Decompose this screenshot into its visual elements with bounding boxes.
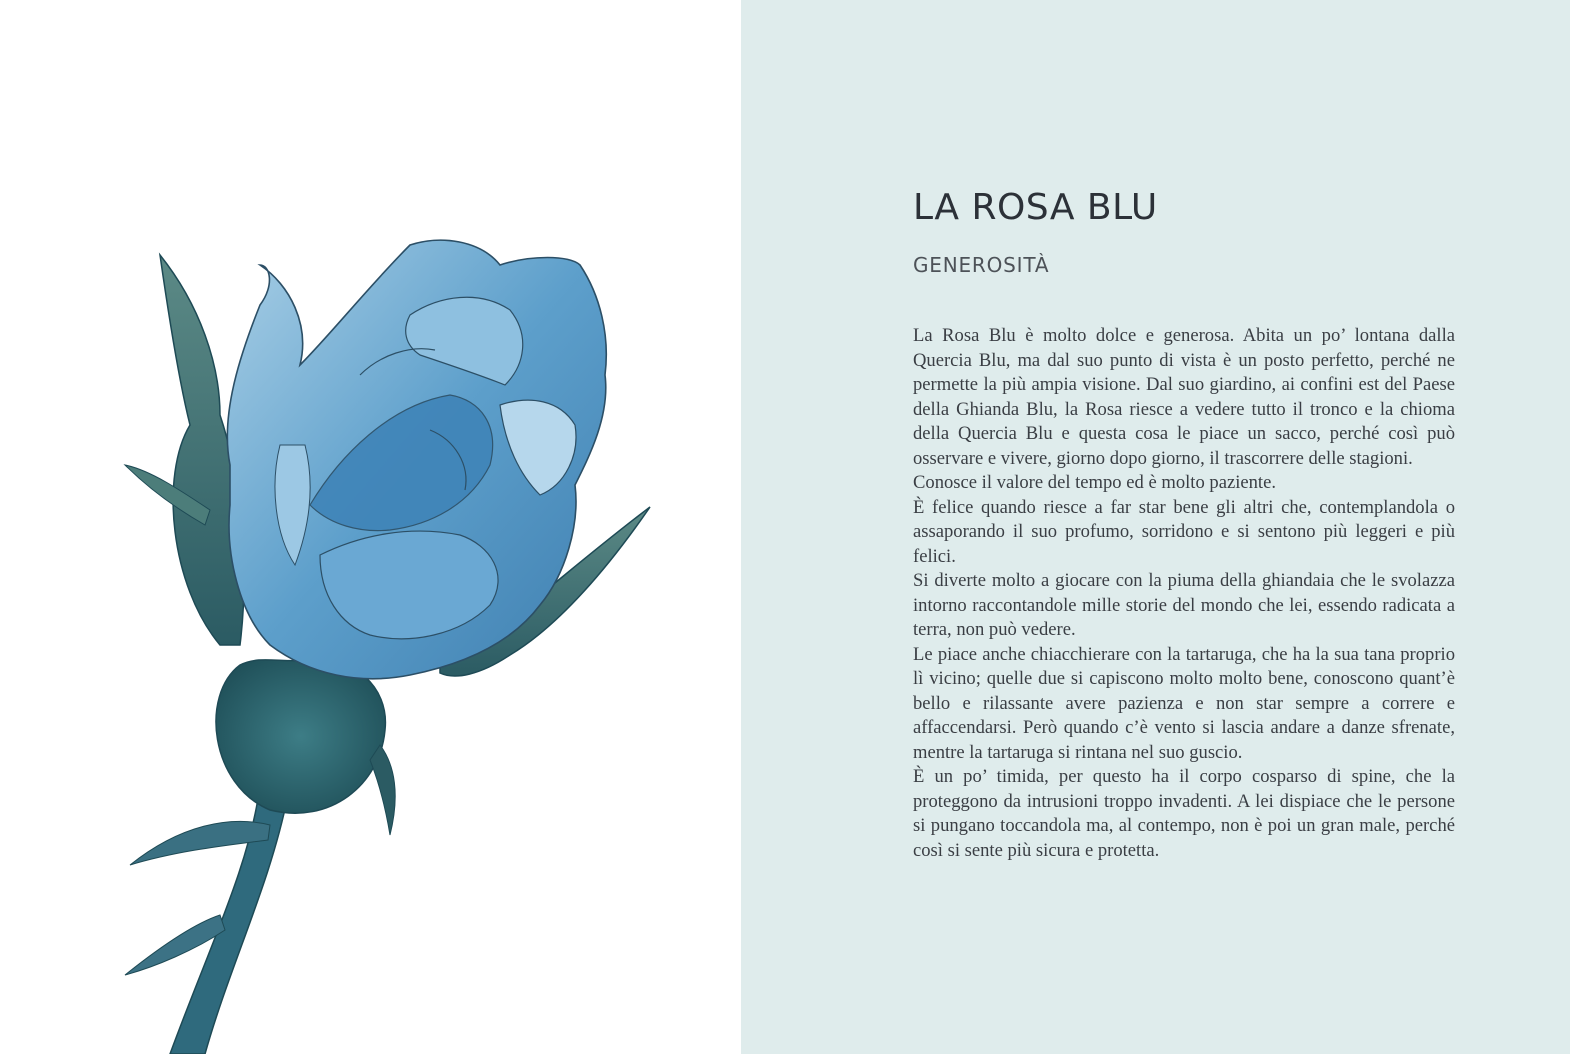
paragraph: Conosce il valore del tempo ed è molto paziente. [913, 472, 1276, 493]
paragraph: Le piace anche chiacchierare con la tartaruga, che ha la sua tana proprio lì vicino; quelle due si capiscono molto molto bene, conoscono quant’è bello e rilassante avere pazienza e non star sempre a correre e affaccendarsi. Però quando c’è vento si lascia andare a danze sfrenate, mentre la tartaruga si rintana nel suo guscio. [913, 643, 1455, 763]
page-title: LA ROSA BLU [913, 187, 1158, 228]
paragraph: La Rosa Blu è molto dolce e generosa. Abita un po’ lontana dalla Quercia Blu, ma dal suo punto di vista è un posto perfetto, perché ne permette la più ampia visione. Dal suo giardino, ai confini est del Paese della Ghianda Blu, la Rosa riesce a vedere tutto il tronco e la chioma della Quercia Blu e questa cosa le piace un sacco, perché così può osservare e vivere, giorno dopo giorno, il trascorrere delle stagioni. [913, 325, 1455, 469]
paragraph: Si diverte molto a giocare con la piuma della ghiandaia che le svolazza intorno raccontandole mille storie del mondo che lei, essendo radicata a terra, non può vedere. [913, 570, 1455, 640]
right-page [741, 0, 1570, 1054]
paragraph: È felice quando riesce a far star bene gli altri che, contemplandola o assaporando il suo profumo, sorridono e si sentono più leggeri e più felici. [913, 496, 1455, 567]
body-text [913, 324, 1455, 863]
left-page [0, 0, 741, 1054]
blue-rose-illustration [110, 225, 670, 1054]
paragraph: È un po’ timida, per questo ha il corpo cosparso di spine, che la proteggono da intrusioni troppo invadenti. A lei dispiace che le persone si pungano toccandola ma, al contempo, non è poi un gran male, perché così si sente più sicura e protetta. [913, 766, 1455, 861]
page-subtitle: GENEROSITÀ [913, 253, 1050, 277]
